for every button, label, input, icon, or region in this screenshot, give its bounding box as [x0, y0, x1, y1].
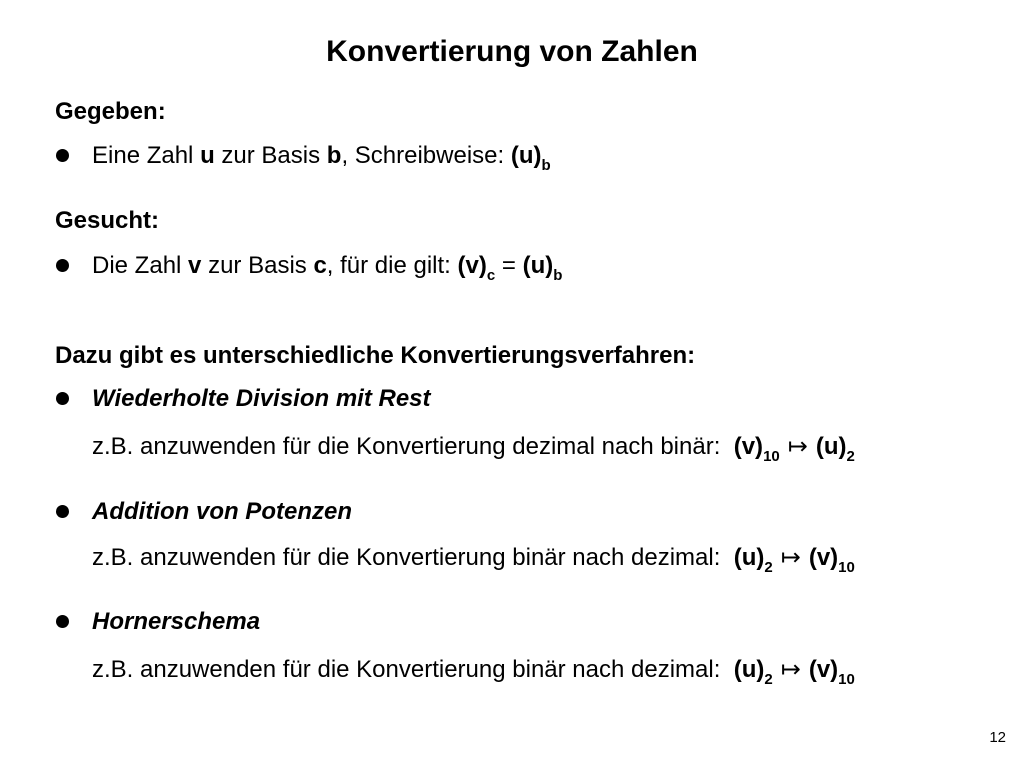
sought-item: Die Zahl v zur Basis c, für die gilt: $(v)_c = (u)_b$ — [92, 252, 563, 284]
slide-title: Konvertierung von Zahlen — [326, 35, 698, 68]
page-number: 12 — [989, 729, 1006, 746]
bullet-icon — [56, 392, 69, 405]
maps-to-icon: ↦ — [787, 433, 808, 460]
bullet-icon — [56, 505, 69, 518]
given-heading: Gegeben: — [55, 98, 166, 125]
method-name: Hornerschema — [92, 608, 261, 635]
bullet-icon — [56, 149, 69, 162]
maps-to-icon: ↦ — [780, 656, 801, 683]
bullet-icon — [56, 259, 69, 272]
given-item: Eine Zahl u zur Basis b, Schreibweise: $(u)_b$ — [92, 142, 551, 174]
methods-heading: Dazu gibt es unterschiedliche Konvertierungsverfahren: — [55, 342, 696, 369]
method-example: z.B. anzuwenden für die Konvertierung dezimal nach binär: $(v)_{10}$ ↦ $(u)_2$ — [92, 433, 855, 465]
method-name: Addition von Potenzen — [92, 498, 352, 525]
maps-to-icon: ↦ — [780, 544, 801, 571]
method-example: z.B. anzuwenden für die Konvertierung binär nach dezimal: $(u)_2$ ↦ $(v)_{10}$ — [92, 544, 855, 576]
method-example: z.B. anzuwenden für die Konvertierung binär nach dezimal: $(u)_2$ ↦ $(v)_{10}$ — [92, 656, 855, 688]
bullet-icon — [56, 615, 69, 628]
sought-heading: Gesucht: — [55, 207, 160, 234]
method-name: Wiederholte Division mit Rest — [92, 385, 431, 412]
